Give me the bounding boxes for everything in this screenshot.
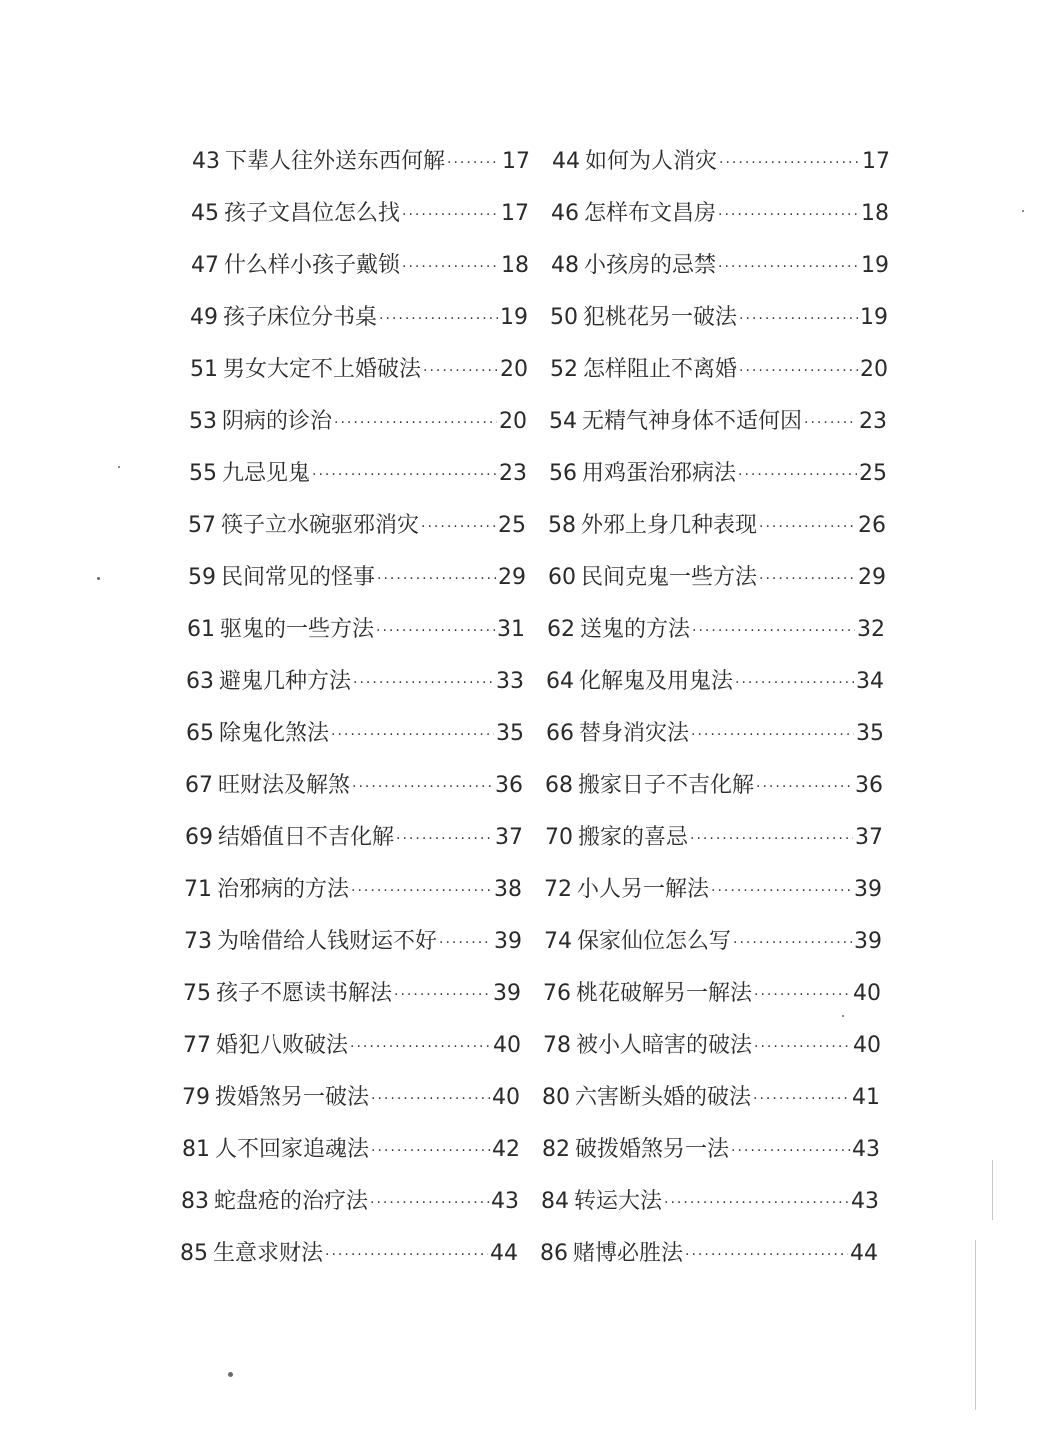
entry-number: 83	[181, 1189, 209, 1214]
entry-number: 44	[552, 149, 580, 174]
entry-page-number: 17	[501, 201, 529, 226]
entry-number: 52	[550, 357, 578, 382]
entry-number: 82	[542, 1137, 570, 1162]
entry-page-number: 36	[855, 773, 883, 798]
dot-leader	[334, 416, 497, 430]
entry-title: 怎样布文昌房	[584, 201, 717, 226]
dot-leader	[733, 936, 852, 950]
entry-title: 孩子不愿读书解法	[216, 981, 393, 1006]
dot-leader	[804, 416, 857, 430]
entry-page-number: 41	[852, 1085, 880, 1110]
dot-leader	[421, 520, 496, 534]
entry-title: 拨婚煞另一破法	[215, 1085, 370, 1110]
dot-leader	[353, 676, 494, 690]
entry-number: 66	[546, 721, 574, 746]
dot-leader	[759, 572, 856, 586]
toc-entry	[184, 918, 522, 966]
toc-entry	[544, 866, 882, 914]
dot-leader	[735, 676, 854, 690]
toc-row	[0, 242, 1054, 294]
entry-number: 80	[542, 1085, 570, 1110]
toc-entry	[543, 1022, 881, 1070]
entry-number: 60	[548, 565, 576, 590]
toc-entry	[182, 1074, 520, 1122]
entry-title: 孩子床位分书桌	[223, 305, 378, 330]
toc-entry	[550, 294, 888, 342]
entry-page-number: 40	[853, 1033, 881, 1058]
toc-row	[0, 866, 1054, 918]
entry-page-number: 40	[492, 1085, 520, 1110]
entry-number: 67	[185, 773, 213, 798]
toc-entry	[183, 1022, 521, 1070]
toc-entry	[188, 502, 526, 550]
entry-number: 81	[182, 1137, 210, 1162]
entry-number: 71	[184, 877, 212, 902]
toc-entry	[548, 554, 886, 602]
entry-page-number: 19	[860, 305, 888, 330]
entry-page-number: 43	[852, 1137, 880, 1162]
entry-page-number: 37	[495, 825, 523, 850]
dot-leader	[371, 1144, 490, 1158]
entry-title: 什么样小孩子戴锁	[224, 253, 401, 278]
entry-title: 蛇盘疮的治疗法	[214, 1189, 369, 1214]
entry-number: 55	[189, 461, 217, 486]
entry-title: 下辈人往外送东西何解	[225, 149, 446, 174]
dot-leader	[370, 1196, 489, 1210]
dot-leader	[692, 624, 855, 638]
entry-page-number: 40	[493, 1033, 521, 1058]
toc-row	[0, 1074, 1054, 1126]
toc-row	[0, 970, 1054, 1022]
dot-leader	[439, 936, 492, 950]
entry-page-number: 43	[491, 1189, 519, 1214]
scan-speck	[1022, 210, 1024, 212]
scan-speck	[842, 1015, 844, 1017]
dot-leader	[376, 624, 495, 638]
entry-title: 搬家日子不吉化解	[578, 773, 755, 798]
entry-number: 63	[186, 669, 214, 694]
entry-number: 57	[188, 513, 216, 538]
dot-leader	[711, 884, 852, 898]
entry-title: 旺财法及解煞	[218, 773, 351, 798]
toc-row	[0, 346, 1054, 398]
dot-leader	[396, 832, 493, 846]
entry-page-number: 34	[856, 669, 884, 694]
entry-page-number: 19	[861, 253, 889, 278]
toc-row	[0, 606, 1054, 658]
entry-title: 如何为人消灾	[585, 149, 718, 174]
entry-title: 六害断头婚的破法	[575, 1085, 752, 1110]
entry-title: 筷子立水碗驱邪消灾	[221, 513, 420, 538]
toc-row	[0, 710, 1054, 762]
dot-leader	[371, 1092, 490, 1106]
toc-row	[0, 814, 1054, 866]
toc-entry	[541, 1178, 879, 1226]
entry-title: 民间常见的怪事	[221, 565, 376, 590]
entry-page-number: 44	[850, 1241, 878, 1266]
dot-leader	[664, 1196, 849, 1210]
dot-leader	[352, 780, 493, 794]
entry-number: 43	[192, 149, 220, 174]
entry-page-number: 42	[492, 1137, 520, 1162]
entry-page-number: 29	[498, 565, 526, 590]
entry-number: 69	[185, 825, 213, 850]
entry-title: 用鸡蛋治邪病法	[582, 461, 737, 486]
toc-entry	[183, 970, 521, 1018]
dot-leader	[377, 572, 496, 586]
dot-leader	[754, 988, 851, 1002]
toc-entry	[546, 710, 884, 758]
toc-entry	[550, 346, 888, 394]
dot-leader	[685, 1248, 848, 1262]
toc-entry	[188, 554, 526, 602]
dot-leader	[690, 832, 853, 846]
entry-title: 人不回家追魂法	[215, 1137, 370, 1162]
entry-title: 除鬼化煞法	[219, 721, 330, 746]
toc-entry	[542, 1126, 880, 1174]
entry-page-number: 17	[502, 149, 530, 174]
scan-speck	[97, 577, 100, 580]
toc-entry	[180, 1230, 518, 1278]
dot-leader	[402, 260, 499, 274]
toc-entry	[548, 502, 886, 550]
entry-number: 62	[547, 617, 575, 642]
toc-row	[0, 1022, 1054, 1074]
toc-entry	[189, 398, 527, 446]
dot-leader	[719, 156, 860, 170]
entry-page-number: 20	[499, 409, 527, 434]
dot-leader	[423, 364, 498, 378]
dot-leader	[691, 728, 854, 742]
scan-speck	[118, 466, 120, 468]
entry-page-number: 25	[498, 513, 526, 538]
toc-row	[0, 1126, 1054, 1178]
entry-number: 54	[549, 409, 577, 434]
dot-leader	[738, 468, 857, 482]
toc-row	[0, 1230, 1054, 1282]
entry-page-number: 17	[862, 149, 890, 174]
entry-number: 76	[543, 981, 571, 1006]
entry-number: 53	[189, 409, 217, 434]
entry-title: 生意求财法	[213, 1241, 324, 1266]
scan-speck	[228, 1372, 233, 1377]
entry-number: 86	[540, 1241, 568, 1266]
toc-entry	[184, 866, 522, 914]
entry-number: 79	[182, 1085, 210, 1110]
entry-title: 保家仙位怎么写	[577, 929, 732, 954]
toc-row	[0, 502, 1054, 554]
entry-number: 68	[545, 773, 573, 798]
dot-leader	[331, 728, 494, 742]
entry-page-number: 19	[500, 305, 528, 330]
entry-title: 化解鬼及用鬼法	[579, 669, 734, 694]
entry-number: 73	[184, 929, 212, 954]
entry-title: 治邪病的方法	[217, 877, 350, 902]
toc-entry	[540, 1230, 878, 1278]
toc-entry	[186, 658, 524, 706]
toc-entry	[189, 450, 527, 498]
dot-leader	[739, 312, 858, 326]
entry-page-number: 39	[493, 981, 521, 1006]
entry-number: 61	[187, 617, 215, 642]
toc-entry	[186, 710, 524, 758]
toc-row	[0, 1178, 1054, 1230]
entry-title: 避鬼几种方法	[219, 669, 352, 694]
toc-row	[0, 554, 1054, 606]
entry-title: 男女大定不上婚破法	[223, 357, 422, 382]
entry-title: 结婚值日不吉化解	[218, 825, 395, 850]
toc-entry	[551, 242, 889, 290]
dot-leader	[759, 520, 856, 534]
entry-number: 59	[188, 565, 216, 590]
toc-entry	[549, 450, 887, 498]
entry-title: 犯桃花另一破法	[583, 305, 738, 330]
toc-entry	[191, 242, 529, 290]
entry-number: 56	[549, 461, 577, 486]
dot-leader	[718, 260, 859, 274]
entry-title: 婚犯八败破法	[216, 1033, 349, 1058]
entry-page-number: 26	[858, 513, 886, 538]
toc-row	[0, 762, 1054, 814]
entry-title: 破拨婚煞另一法	[575, 1137, 730, 1162]
toc-row	[0, 658, 1054, 710]
toc-entry	[185, 762, 523, 810]
entry-page-number: 36	[495, 773, 523, 798]
entry-page-number: 33	[496, 669, 524, 694]
dot-leader	[351, 884, 492, 898]
entry-page-number: 20	[500, 357, 528, 382]
entry-title: 被小人暗害的破法	[576, 1033, 753, 1058]
entry-number: 64	[546, 669, 574, 694]
table-of-contents	[0, 138, 1054, 1282]
entry-number: 70	[545, 825, 573, 850]
entry-title: 送鬼的方法	[580, 617, 691, 642]
entry-page-number: 25	[859, 461, 887, 486]
entry-number: 84	[541, 1189, 569, 1214]
scan-edge-line	[975, 1240, 976, 1410]
toc-row	[0, 918, 1054, 970]
entry-page-number: 31	[497, 617, 525, 642]
entry-page-number: 29	[858, 565, 886, 590]
entry-number: 46	[551, 201, 579, 226]
toc-entry	[191, 190, 529, 238]
toc-entry	[547, 606, 885, 654]
entry-title: 外邪上身几种表现	[581, 513, 758, 538]
entry-title: 桃花破解另一解法	[576, 981, 753, 1006]
toc-entry	[544, 918, 882, 966]
dot-leader	[447, 156, 500, 170]
toc-entry	[185, 814, 523, 862]
entry-number: 65	[186, 721, 214, 746]
entry-page-number: 39	[494, 929, 522, 954]
entry-page-number: 23	[859, 409, 887, 434]
toc-entry	[182, 1126, 520, 1174]
entry-number: 45	[191, 201, 219, 226]
entry-number: 49	[190, 305, 218, 330]
dot-leader	[402, 208, 499, 222]
dot-leader	[312, 468, 497, 482]
entry-number: 75	[183, 981, 211, 1006]
dot-leader	[756, 780, 853, 794]
entry-title: 赌博必胜法	[573, 1241, 684, 1266]
dot-leader	[718, 208, 859, 222]
entry-page-number: 23	[499, 461, 527, 486]
entry-title: 小人另一解法	[577, 877, 710, 902]
toc-entry	[551, 190, 889, 238]
entry-page-number: 39	[854, 929, 882, 954]
entry-title: 替身消灾法	[579, 721, 690, 746]
entry-number: 51	[190, 357, 218, 382]
entry-title: 为啥借给人钱财运不好	[217, 929, 438, 954]
dot-leader	[739, 364, 858, 378]
entry-number: 58	[548, 513, 576, 538]
entry-title: 民间克鬼一些方法	[581, 565, 758, 590]
entry-page-number: 35	[496, 721, 524, 746]
entry-page-number: 43	[851, 1189, 879, 1214]
entry-page-number: 39	[854, 877, 882, 902]
toc-entry	[190, 346, 528, 394]
toc-entry	[546, 658, 884, 706]
dot-leader	[731, 1144, 850, 1158]
entry-page-number: 20	[860, 357, 888, 382]
entry-page-number: 37	[855, 825, 883, 850]
entry-page-number: 40	[853, 981, 881, 1006]
entry-title: 九忌见鬼	[222, 461, 311, 486]
toc-entry	[187, 606, 525, 654]
entry-page-number: 18	[861, 201, 889, 226]
dot-leader	[379, 312, 498, 326]
dot-leader	[325, 1248, 488, 1262]
entry-page-number: 35	[856, 721, 884, 746]
toc-row	[0, 138, 1054, 190]
entry-number: 72	[544, 877, 572, 902]
dot-leader	[394, 988, 491, 1002]
entry-number: 47	[191, 253, 219, 278]
entry-title: 无精气神身体不适何因	[582, 409, 803, 434]
toc-entry	[552, 138, 890, 186]
entry-title: 驱鬼的一些方法	[220, 617, 375, 642]
entry-title: 怎样阻止不离婚	[583, 357, 738, 382]
toc-entry	[549, 398, 887, 446]
toc-entry	[545, 814, 883, 862]
toc-row	[0, 398, 1054, 450]
dot-leader	[753, 1092, 850, 1106]
entry-page-number: 38	[494, 877, 522, 902]
entry-number: 50	[550, 305, 578, 330]
entry-title: 搬家的喜忌	[578, 825, 689, 850]
entry-page-number: 18	[501, 253, 529, 278]
toc-entry	[542, 1074, 880, 1122]
entry-page-number: 32	[857, 617, 885, 642]
toc-entry	[181, 1178, 519, 1226]
dot-leader	[350, 1040, 491, 1054]
toc-row	[0, 190, 1054, 242]
toc-row	[0, 294, 1054, 346]
entry-number: 78	[543, 1033, 571, 1058]
toc-entry	[543, 970, 881, 1018]
entry-number: 48	[551, 253, 579, 278]
entry-title: 阴病的诊治	[222, 409, 333, 434]
entry-title: 孩子文昌位怎么找	[224, 201, 401, 226]
scan-edge-line	[992, 1160, 993, 1220]
entry-title: 小孩房的忌禁	[584, 253, 717, 278]
toc-row	[0, 450, 1054, 502]
entry-number: 74	[544, 929, 572, 954]
entry-page-number: 44	[490, 1241, 518, 1266]
toc-entry	[190, 294, 528, 342]
entry-title: 转运大法	[574, 1189, 663, 1214]
toc-entry	[545, 762, 883, 810]
dot-leader	[754, 1040, 851, 1054]
toc-entry	[192, 138, 530, 186]
entry-number: 85	[180, 1241, 208, 1266]
entry-number: 77	[183, 1033, 211, 1058]
